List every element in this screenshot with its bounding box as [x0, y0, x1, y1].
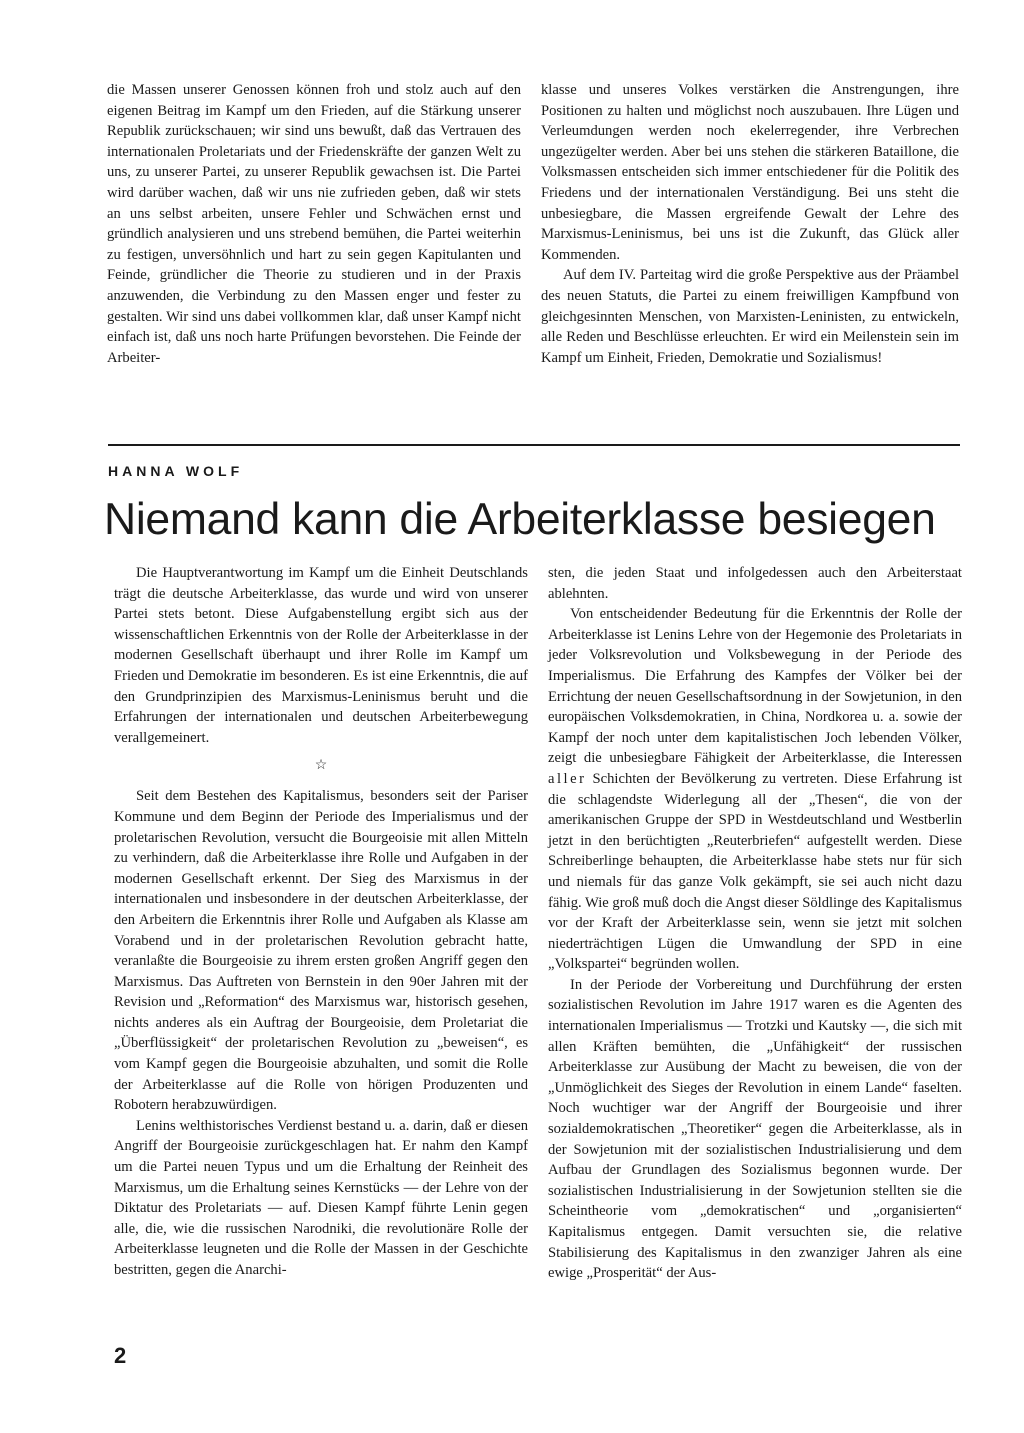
article-text-fragment: Von entscheidender Bedeutung für die Erkenntnis der Rolle der Arbeiterklasse ist Lenins Lehre von der Hegemonie des Proletariats in jeder Volksrevolution und Volksbewegung in der Periode des Imperialismus. Die Erfahrung des Kampfes der Völker bei der Errichtung der neuen Gesellschaftsordnung in der Sowjetunion, in den europäischen Volksdemokratien, in China, Nordkorea u. a. sowie der Kampf der noch unter dem kapitalistischen Joch lebenden Völker, zeigt die unbesiegbare Fähigkeit der Arbeiterklasse, die Interessen	[548, 606, 962, 767]
article-author: HANNA WOLF	[108, 463, 244, 479]
article-paragraph: Seit dem Bestehen des Kapitalismus, besonders seit der Pariser Kommune und dem Beginn der Periode des Imperialismus und der proletarischen Revolution, versucht die Bourgeoisie mit allen Mitteln zu verhindern, daß die Arbeiterklasse ihre Rolle und Aufgaben in der modernen Gesellschaft erkennt. Der Sieg des Marxismus in der internationalen und insbesondere in der deutschen Arbeiterklasse, der den Arbeitern die Erkenntnis ihrer Rolle und Aufgaben als Klasse am Vorabend und in der proletarischen Revolution gebracht hatte, veranlaßte die Bourgeoisie zu ihrem ersten großen Angriff gegen den Marxismus. Das Auftreten von Bernstein in den 90er Jahren mit der Revision und „Reformation“ des Marxismus war, historisch gesehen, nichts anderes als ein Auftrag der Bourgeoisie, dem Proletariat die „Überflüssigkeit“ der proletarischen Revolution zu „beweisen“, es vom Kampf gegen die Bourgeoisie abzuhalten, und somit die Rolle der Arbeiterklasse auf die Rolle von hörigen Produzenten und Robotern herabzuwürdigen.	[114, 788, 528, 1114]
intro-right-paragraph-1: klasse und unseres Volkes verstärken die Anstrengungen, ihre Positionen zu halten und möglichst noch auszubauen. Ihre Lügen und Verleumdungen werden noch ekelerregender, ihre Verbrechen ungezügelter werden. Aber bei uns stehen die stärkeren Bataillone, die Volksmassen entscheiden sich immer entschiedener für die Politik des Friedens und der internationalen Verständigung. Bei uns steht die unbesiegbare, die Massen ergreifende Gewalt der Lehre des Marxismus-Leninismus, bei uns ist die Zukunft, das Glück aller Kommenden.	[541, 82, 959, 263]
page-number: 2	[114, 1343, 127, 1368]
article-paragraph	[548, 604, 962, 975]
article-paragraph: Die Hauptverantwortung im Kampf um die Einheit Deutschlands trägt die deutsche Arbeiterklasse, das wurde und wird von unserer Partei stets betont. Diese Aufgabenstellung ergibt sich aus der wissenschaftlichen Erkenntnis von der Rolle der Arbeiterklasse in der modernen Gesellschaft überhaupt und ihrer Rolle im Kampf um Frieden und Demokratie im besonderen. Es ist eine Erkenntnis, die auf den Grundprinzipien des Marxismus-Leninismus beruht und die Erfahrungen der internationalen und deutschen Arbeiterbewegung verallgemeinert.	[114, 565, 528, 746]
intro-left-paragraph: die Massen unserer Genossen können froh und stolz auch auf den eigenen Beitrag im Kampf um den Frieden, auf die Stärkung unserer Republik zurückschauen; wir sind uns bewußt, daß das Vertrauen des internationalen Proletariats und der Friedenskräfte der ganzen Welt zu uns, zu unserer Partei, zu unserer Republik gewachsen ist. Die Partei wird darüber wachen, daß wir uns nie zufrieden geben, daß wir stets an uns selbst arbeiten, unsere Fehler und Schwächen ernst und gründlich analysieren und uns strebend bemühen, die Partei weiterhin zu festigen, unversöhnlich und hart zu sein gegen Kapitulanten und Feinde, gründlicher die Theorie zu studieren und in der Praxis anzuwenden, die Verbindung zu den Massen enger und fester zu gestalten. Wir sind uns dabei vollkommen klar, daß unser Kampf nicht einfach ist, daß uns noch harte Prüfungen bevorstehen. Die Feinde der Arbeiter-	[107, 82, 521, 366]
article-paragraph: Lenins welthistorisches Verdienst bestand u. a. darin, daß er diesen Angriff der Bourgeoisie zurückgeschlagen hat. Er nahm den Kampf um die Partei neuen Typus und um die Erhaltung der Reinheit des Marxismus, um die Erhaltung seines Kernstücks — der Lehre von der Diktatur des Proletariats — auf. Diesen Kampf führte Lenin gegen alle, die, wie die russischen Narodniki, die revolutionäre Rolle der Arbeiterklasse leugneten und die Rolle der Massen in der Geschichte bestritten, gegen die Anarchi-	[114, 1117, 528, 1278]
article-title: Niemand kann die Arbeiterklasse besiegen	[104, 495, 936, 544]
article-left-column	[114, 563, 528, 1281]
emphasized-word: aller	[548, 770, 587, 787]
section-divider	[108, 444, 960, 446]
intro-right-paragraph-2: Auf dem IV. Parteitag wird die große Perspektive aus der Präambel des neuen Statuts, die Partei zu einem freiwilligen Kampfbund von gleichgesinnten Menschen, von Marxisten-Leninisten, zu entwickeln, alle Reden und Beschlüsse erleuchten. Er wird ein Meilenstein sein im Kampf um Einheit, Frieden, Demokratie und Sozialismus!	[541, 267, 959, 366]
intro-left-column	[107, 80, 521, 368]
intro-right-column	[541, 80, 959, 368]
article-text-fragment: Schichten der Bevölkerung zu vertreten. Diese Erfahrung ist die schlagendste Widerlegung all der „Thesen“, die von der amerikanischen Gruppe der SPD in Westdeutschland und Westberlin jetzt in den berüchtigten „Reuterbriefen“ aufgestellt werden. Diese Schreiberlinge behaupten, die Arbeiterklasse habe stets nur für sich und niemals für das ganze Volk gekämpft, sie sei auch nicht dazu fähig. Wie groß muß doch die Angst dieser Söldlinge des Kapitalismus vor der Kraft der Arbeiterklasse sein, wenn sie jetzt mit solchen niederträchtigen Lügen die Umwandlung der SPD in eine „Volkspartei“ begründen wollen.	[548, 770, 963, 973]
article-right-column	[548, 563, 962, 1284]
star-separator-icon: ☆	[314, 758, 328, 774]
article-paragraph: In der Periode der Vorbereitung und Durchführung der ersten sozialistischen Revolution im Jahre 1917 waren es die Agenten des internationalen Imperialismus — Trotzki und Kautsky —, die sich mit allen Kräften bemühten, die „Unfähigkeit“ der russischen Arbeiterklasse zur Ausübung der Macht zu beweisen, die von der „Unmöglichkeit des Sieges der Revolution in einem Lande“ faselten. Noch wuchtiger war der Angriff der Bourgeoisie und ihrer sozialdemokratischen „Theoretiker“ gegen die Arbeiterklasse, als in der Sowjetunion mit der sozialistischen Industrialisierung und dem Aufbau der Grundlagen des Sozialismus begonnen wurde. Der sozialistischen Industrialisierung in der Sowjetunion stellten sie die Scheintheorie vom „demokratischen“ und „organisierten“ Kapitalismus entgegen. Damit versuchten sie, die relative Stabilisierung des Kapitalismus in den zwanziger Jahren als eine ewige „Prosperität“ der Aus-	[548, 976, 962, 1282]
article-paragraph: sten, die jeden Staat und infolgedessen auch den Arbeiterstaat ablehnten.	[548, 565, 962, 602]
